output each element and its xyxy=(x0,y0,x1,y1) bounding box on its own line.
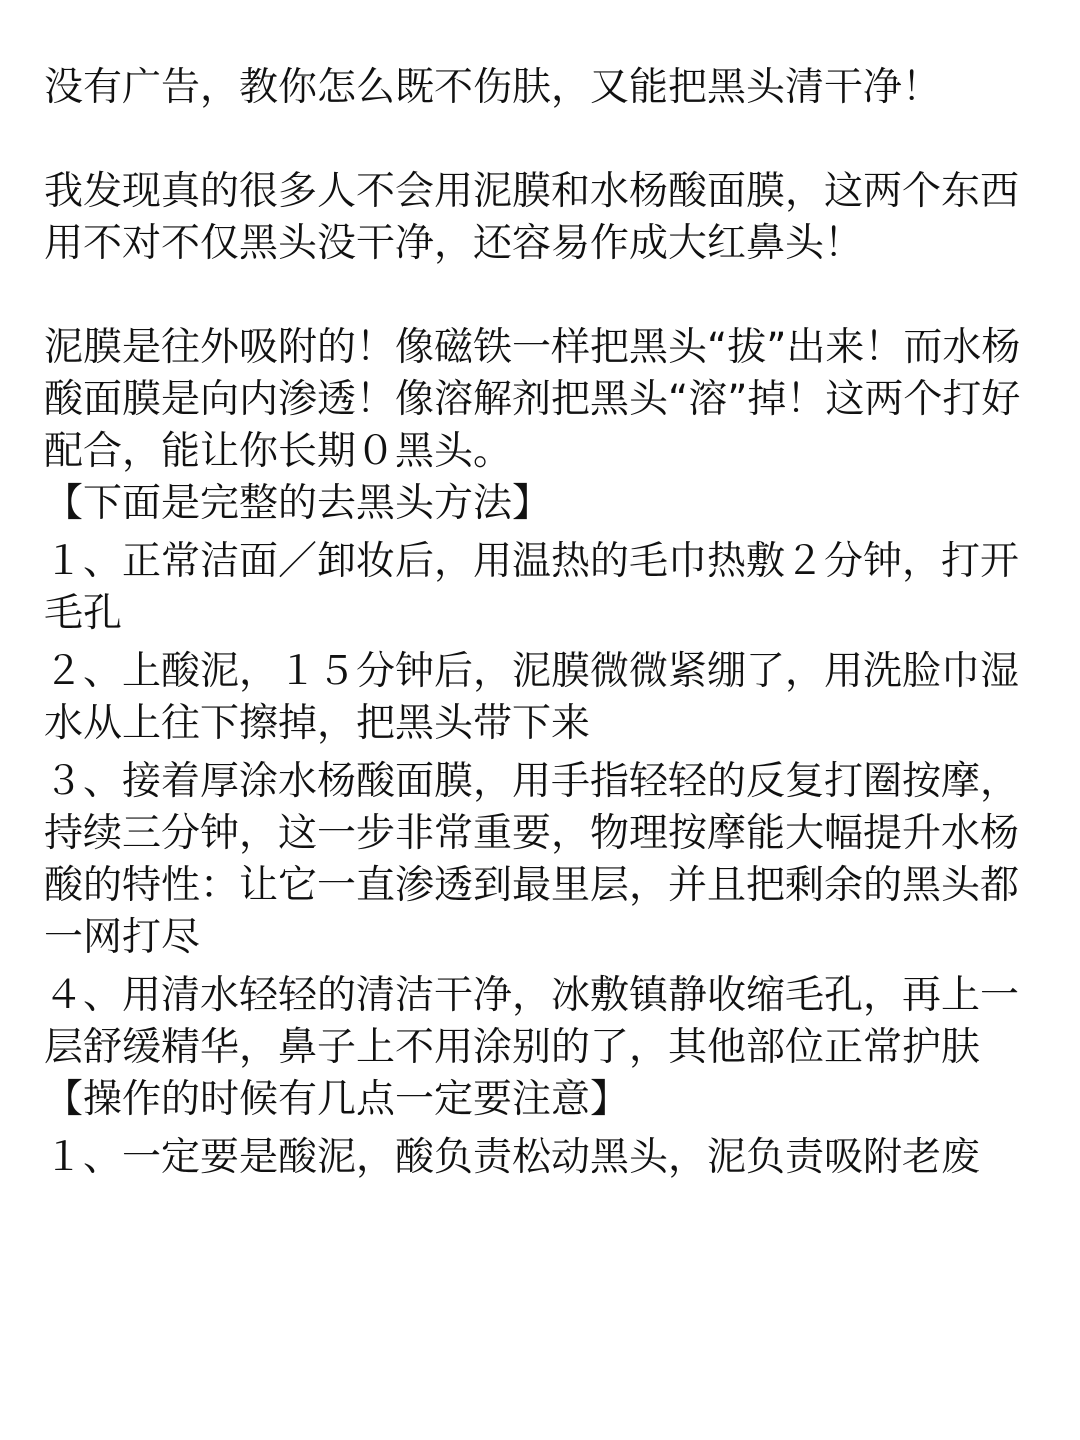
article xyxy=(44,62,1036,1184)
method-heading: 【下面是完整的去黑头方法】 xyxy=(44,481,552,526)
title-line: 没有广告，教你怎么既不伤肤，又能把黑头清干净！ xyxy=(44,65,942,110)
method-step-3: ３、接着厚涂水杨酸面膜，用手指轻轻的反复打圈按摩，持续三分钟，这一步非常重要，物理按摩能大幅提升水杨酸的特性：让它一直渗透到最里层，并且把剩余的黑头都一网打尽 xyxy=(44,759,1020,960)
method-step-1: １、正常洁面／卸妆后，用温热的毛巾热敷２分钟，打开毛孔 xyxy=(44,539,1020,636)
notes-heading: 【操作的时候有几点一定要注意】 xyxy=(44,1077,630,1122)
method-step-4: ４、用清水轻轻的清洁干净，冰敷镇静收缩毛孔，再上一层舒缓精华，鼻子上不用涂别的了，其他部位正常护肤 xyxy=(44,973,1020,1070)
method-step-2: ２、上酸泥，１５分钟后，泥膜微微紧绷了，用洗脸巾湿水从上往下擦掉，把黑头带下来 xyxy=(44,649,1020,746)
intro-paragraph-2: 泥膜是往外吸附的！像磁铁一样把黑头“拔”出来！而水杨酸面膜是向内渗透！像溶解剂把黑头“溶”掉！这两个打好配合，能让你长期０黑头。 xyxy=(44,325,1021,474)
note-item-1: １、一定要是酸泥，酸负责松动黑头，泥负责吸附老废 xyxy=(44,1135,981,1180)
intro-paragraph-1: 我发现真的很多人不会用泥膜和水杨酸面膜，这两个东西用不对不仅黑头没干净，还容易作成大红鼻头！ xyxy=(44,169,1020,266)
